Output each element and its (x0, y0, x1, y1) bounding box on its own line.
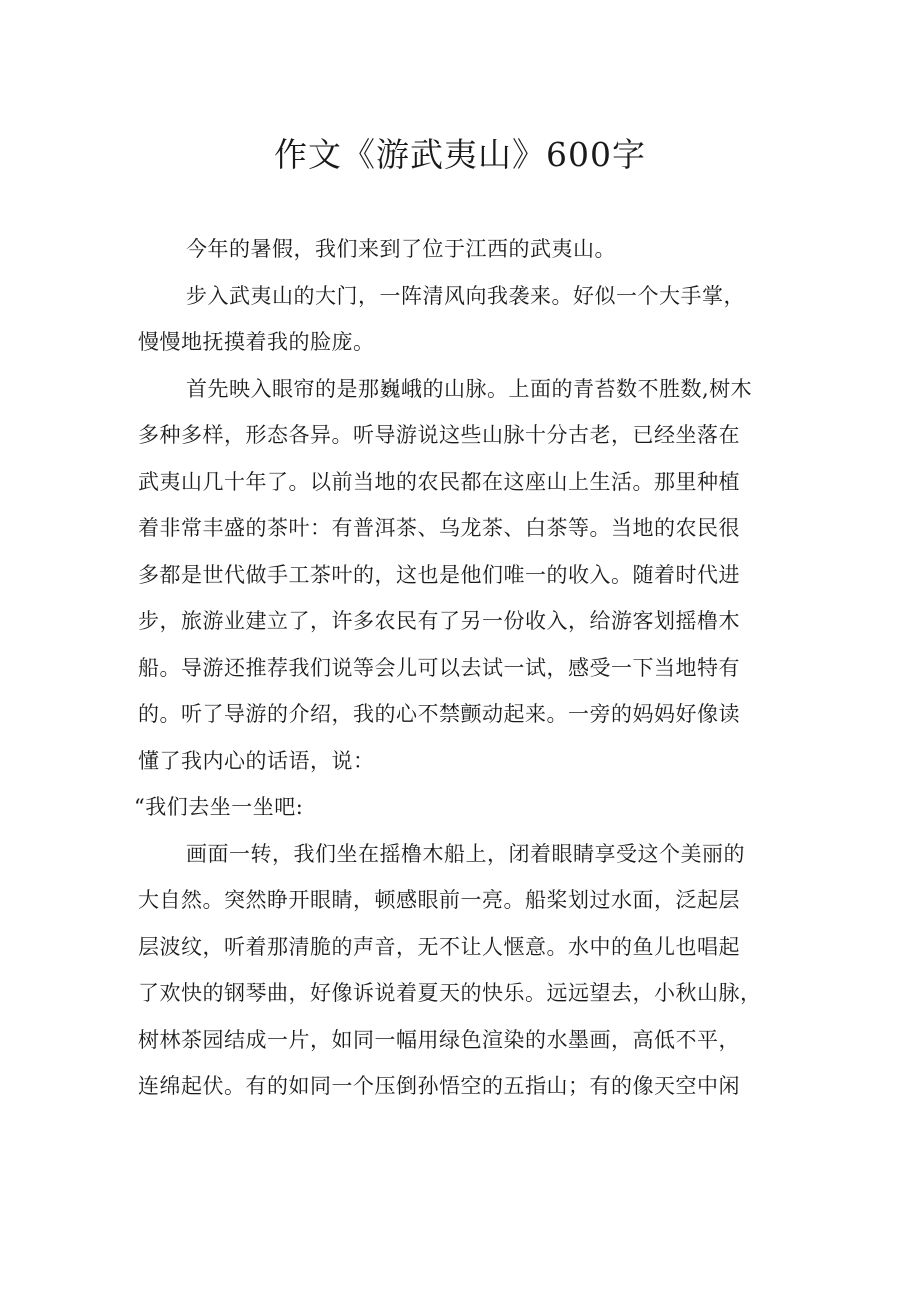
paragraph-line: 连绵起伏。有的如同一个压倒孙悟空的五指山；有的像天空中闲 (138, 1074, 740, 1098)
paragraph-line: 多种多样，形态各异。听导游说这些山脉十分古老，已经坐落在 (138, 423, 740, 447)
paragraph-line: 层波纹，听着那清脆的声音，无不让人惬意。水中的鱼儿也唱起 (138, 934, 740, 959)
paragraph-line: 船。导游还推荐我们说等会儿可以去试一试，感受一下当地特有 (138, 655, 740, 680)
paragraph-line: “我们去坐一坐吧: (134, 795, 304, 819)
paragraph-line: 今年的暑假，我们来到了位于江西的武夷山。 (186, 237, 616, 261)
paragraph-line: 懂了我内心的话语，说： (138, 748, 375, 773)
paragraph-line: 树林茶园结成一片，如同一幅用绿色渲染的水墨画，高低不平， (138, 1027, 740, 1052)
paragraph-line: 着非常丰盛的茶叶：有普洱茶、乌龙茶、白茶等。当地的农民很 (138, 516, 740, 540)
paragraph-line: 武夷山几十年了。以前当地的农民都在这座山上生活。那里种植 (138, 469, 740, 494)
paragraph-line: 步，旅游业建立了，许多农民有了另一份收入，给游客划摇橹木 (138, 609, 740, 633)
article-body (134, 226, 798, 1110)
paragraph-line: 步入武夷山的大门，一阵清风向我袭来。好似一个大手掌， (186, 283, 745, 308)
paragraph-line: 大自然。突然睁开眼睛，顿感眼前一亮。船桨划过水面，泛起层 (138, 888, 740, 912)
page-title: 作文《游武夷山》600字 (274, 135, 646, 174)
paragraph-line: 了欢快的钢琴曲，好像诉说着夏天的快乐。远远望去，小秋山脉， (138, 981, 762, 1005)
paragraph-line: 首先映入眼帘的是那巍峨的山脉。上面的青苔数不胜数,树木 (186, 376, 753, 401)
paragraph-line: 多都是世代做手工茶叶的，这也是他们唯一的收入。随着时代进 (138, 562, 740, 587)
paragraph-line: 画面一转，我们坐在摇橹木船上，闭着眼睛享受这个美丽的 (186, 841, 745, 866)
paragraph-line: 的。听了导游的介绍，我的心不禁颤动起来。一旁的妈妈好像读 (138, 702, 740, 726)
paragraph-line: 慢慢地抚摸着我的脸庞。 (138, 330, 375, 354)
